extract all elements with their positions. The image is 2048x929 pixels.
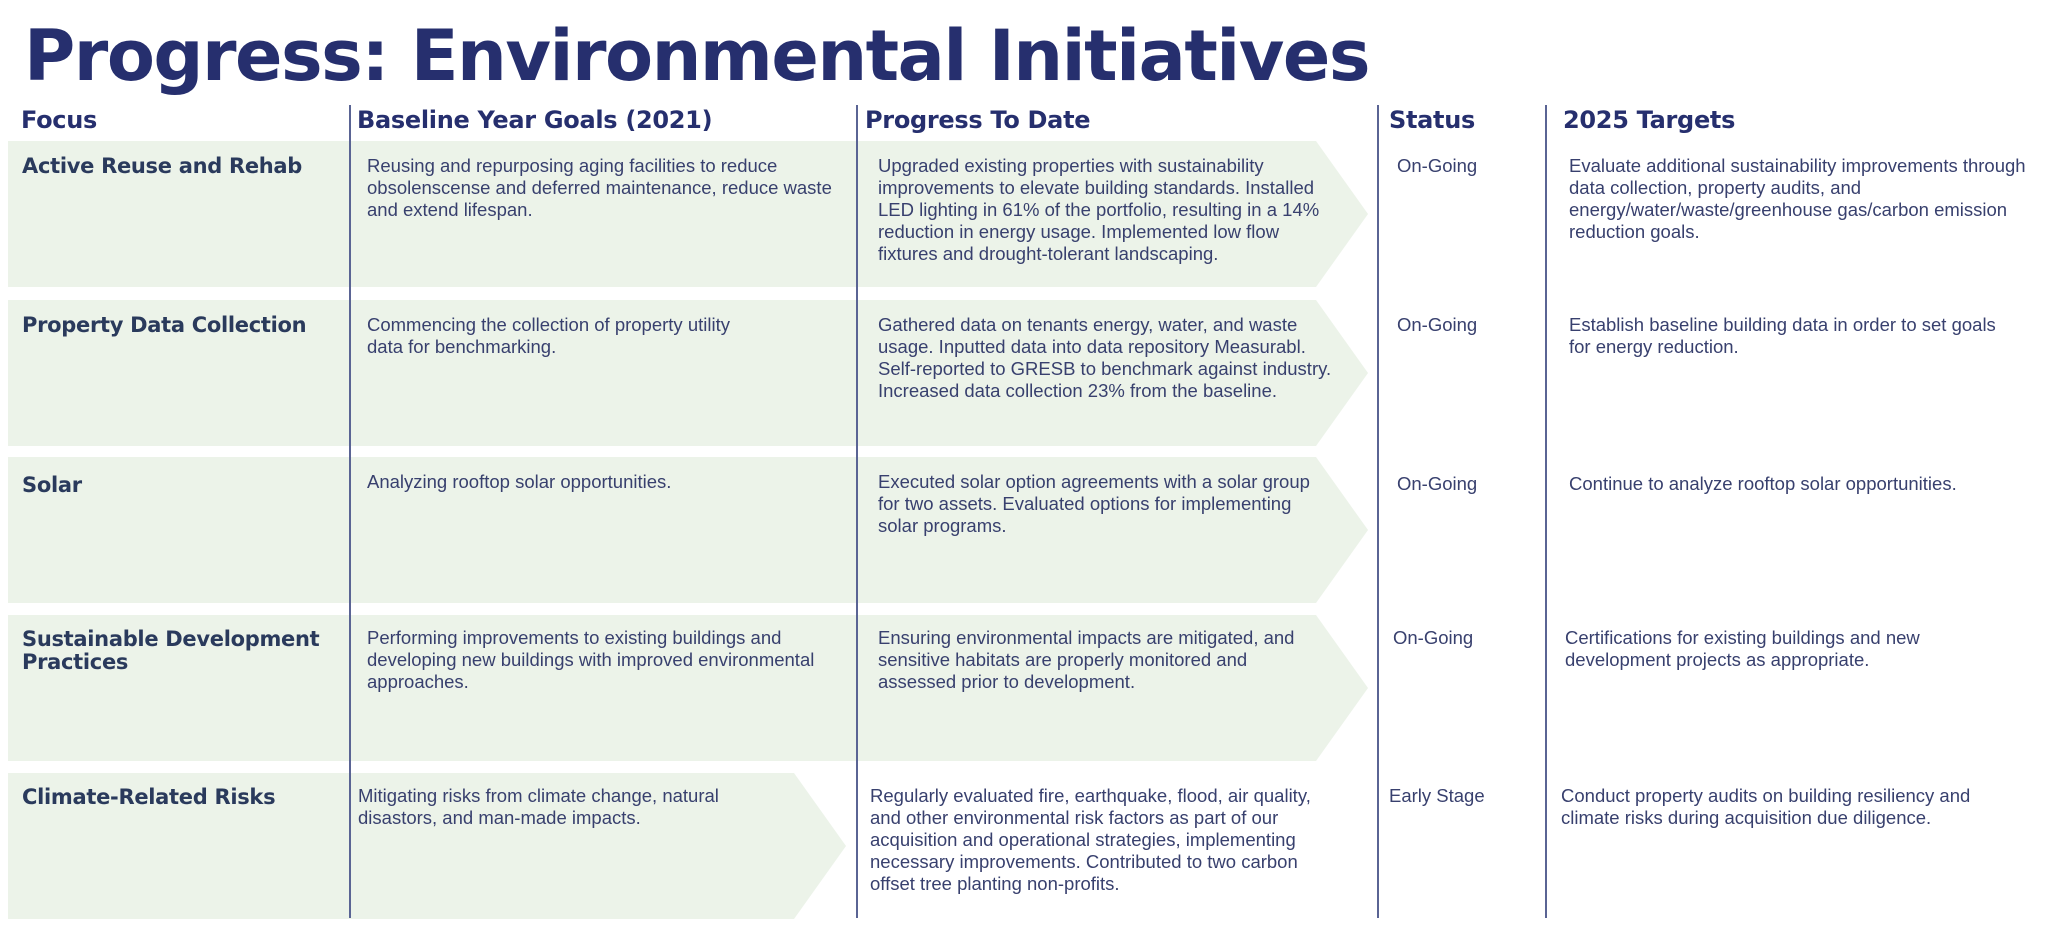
table-row bbox=[0, 615, 2048, 761]
focus-label: Climate-Related Risks bbox=[22, 785, 276, 809]
arrow-shape bbox=[1316, 457, 1368, 603]
target-text: Continue to analyze rooftop solar opportunities. bbox=[1569, 473, 1957, 494]
table-row bbox=[0, 141, 2048, 287]
status-badge: On-Going bbox=[1393, 627, 1474, 648]
progress-text: Executed solar option agreements with a solar group for two assets. Evaluated options for implementing solar programs. bbox=[878, 471, 1310, 536]
baseline-text: Performing improvements to existing buildings and developing new buildings with improved environmental approaches. bbox=[367, 627, 815, 692]
header-focus: Focus bbox=[21, 106, 98, 134]
status-badge: On-Going bbox=[1397, 155, 1478, 176]
status-badge: Early Stage bbox=[1389, 785, 1485, 806]
progress-text: Regularly evaluated fire, earthquake, flood, air quality, and other environmental risk factors as part of our acquisition and operational strategies, implementing necessary improvements. Contributed to two carbon offset tree planting non-profits. bbox=[870, 785, 1311, 894]
focus-label: Active Reuse and Rehab bbox=[22, 154, 303, 178]
column-divider bbox=[1377, 105, 1379, 918]
page-title: Progress: Environmental Initiatives bbox=[24, 15, 1370, 97]
focus-label: Solar bbox=[22, 473, 82, 497]
status-badge: On-Going bbox=[1397, 473, 1478, 494]
focus-label: Sustainable Development Practices bbox=[22, 627, 320, 674]
progress-text: Upgraded existing properties with sustainability improvements to elevate building standards. Installed LED lighting in 61% of the portfolio, resulting in a 14% reduction in energy usage. Implemented low flow fixtures and drought-tolerant landscaping. bbox=[878, 155, 1320, 264]
baseline-text: Reusing and repurposing aging facilities to reduce obsolenscense and deferred maintenance, reduce waste and extend lifespan. bbox=[367, 155, 832, 220]
column-divider bbox=[1545, 105, 1547, 918]
column-divider bbox=[349, 105, 351, 918]
target-text: Evaluate additional sustainability improvements through data collection, property audits, and energy/water/waste/greenhouse gas/carbon emission reduction goals. bbox=[1569, 155, 2026, 242]
header-status: Status bbox=[1389, 106, 1475, 134]
target-text: Conduct property audits on building resiliency and climate risks during acquisition due diligence. bbox=[1561, 785, 1971, 828]
table-row bbox=[0, 773, 2048, 919]
status-badge: On-Going bbox=[1397, 314, 1478, 335]
progress-text: Gathered data on tenants energy, water, and waste usage. Inputted data into data repository Measurabl. Self-reported to GRESB to benchmark against industry. Increased data collection 23% from the baseline. bbox=[878, 314, 1332, 401]
header-progress: Progress To Date bbox=[865, 106, 1091, 134]
baseline-text: Analyzing rooftop solar opportunities. bbox=[367, 471, 672, 492]
target-text: Certifications for existing buildings and new development projects as appropriate. bbox=[1565, 627, 1920, 670]
baseline-text: Commencing the collection of property utility data for benchmarking. bbox=[367, 314, 730, 357]
column-divider bbox=[856, 105, 858, 918]
focus-label: Property Data Collection bbox=[22, 313, 307, 337]
table-row bbox=[0, 300, 2048, 446]
arrow-shape bbox=[794, 773, 846, 919]
baseline-text: Mitigating risks from climate change, natural disastors, and man-made impacts. bbox=[358, 785, 719, 828]
table-row bbox=[0, 457, 2048, 603]
header-baseline: Baseline Year Goals (2021) bbox=[357, 106, 713, 134]
header-targets: 2025 Targets bbox=[1563, 106, 1736, 134]
target-text: Establish baseline building data in order to set goals for energy reduction. bbox=[1569, 314, 1996, 357]
progress-text: Ensuring environmental impacts are mitigated, and sensitive habitats are properly monitored and assessed prior to development. bbox=[878, 627, 1295, 692]
